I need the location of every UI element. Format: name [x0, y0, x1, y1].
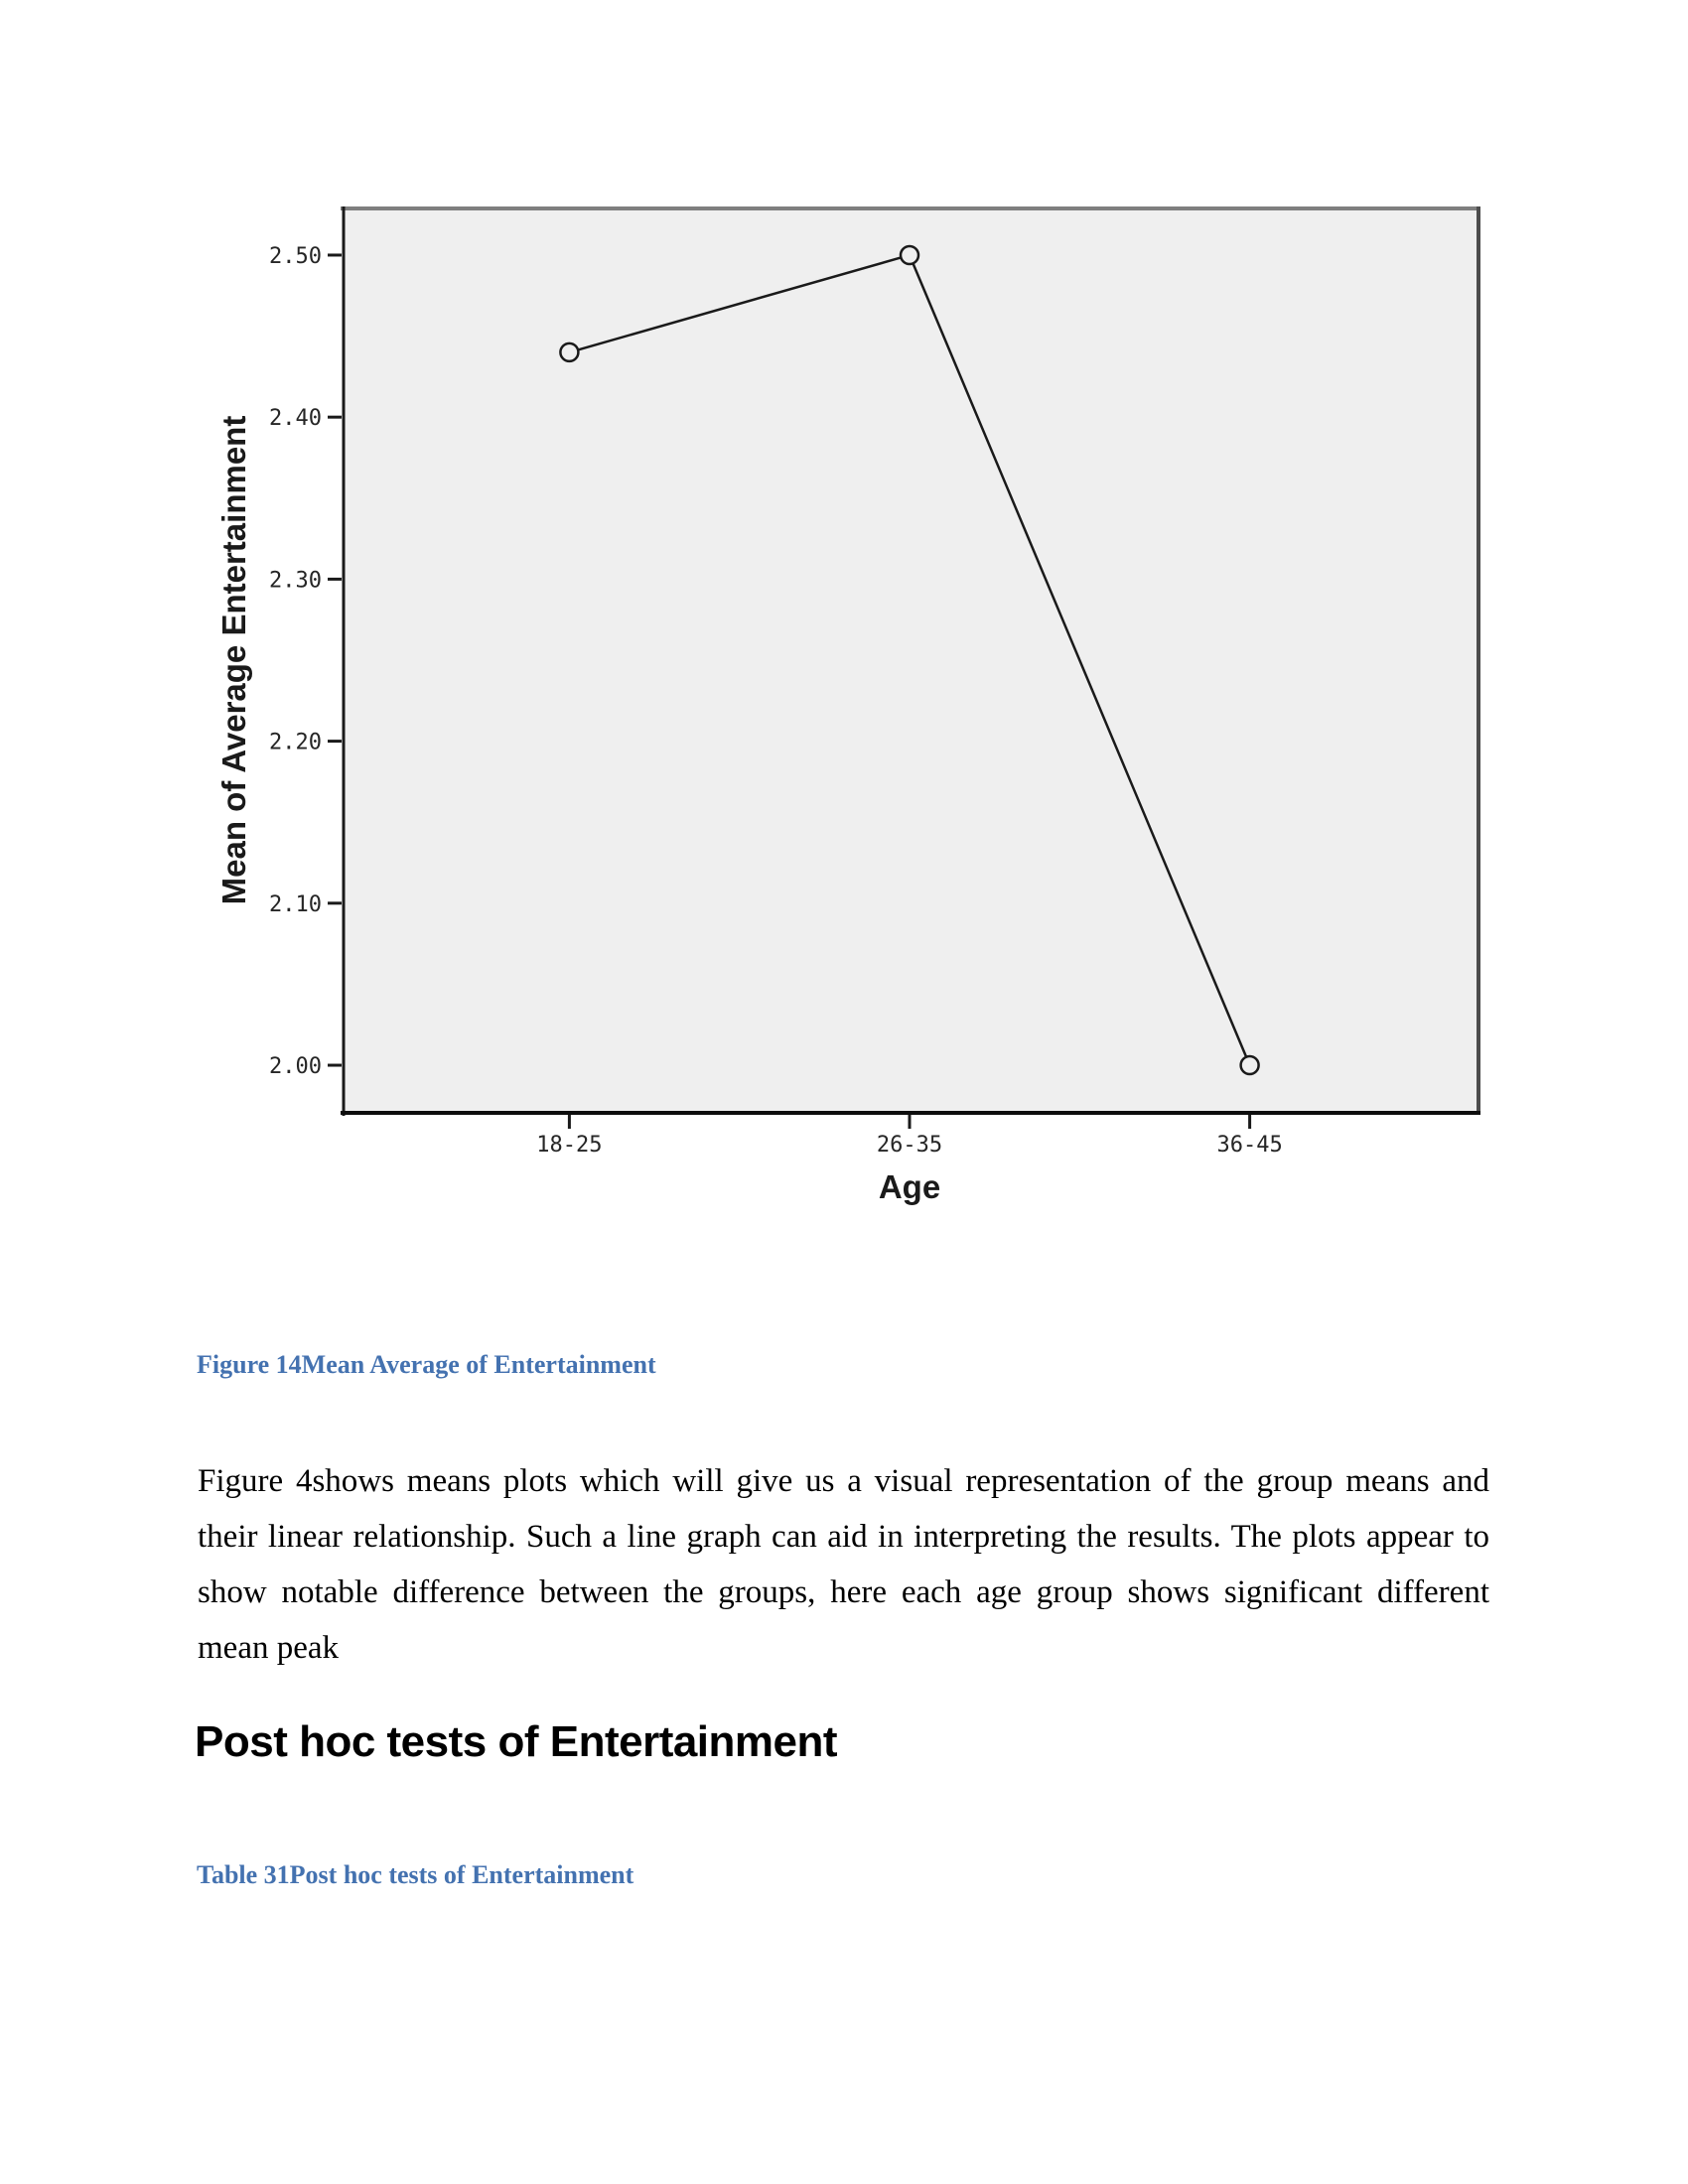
- data-point-marker: [1241, 1056, 1259, 1074]
- y-axis-title: Mean of Average Entertainment: [215, 415, 252, 905]
- figure-caption: Figure 14Mean Average of Entertainment: [197, 1350, 656, 1379]
- x-axis-ticks: [536, 1115, 1282, 1158]
- x-tick-label: 18-25: [536, 1133, 603, 1158]
- x-tick-label: 36-45: [1216, 1133, 1283, 1158]
- section-heading: Post hoc tests of Entertainment: [195, 1717, 838, 1766]
- data-point-marker: [901, 246, 918, 264]
- y-tick-label: 2.40: [269, 406, 322, 432]
- y-tick-label: 2.20: [269, 730, 322, 755]
- y-tick-label: 2.00: [269, 1054, 322, 1080]
- paragraph-line: Figure 4shows means plots which will give us a visual representation of the group means and: [198, 1463, 1489, 1499]
- paragraph-line: their linear relationship. Such a line graph can aid in interpreting the results. The plots appear to: [198, 1519, 1489, 1555]
- y-tick-label: 2.50: [269, 243, 322, 269]
- x-tick-label: 26-35: [876, 1133, 943, 1158]
- body-paragraph: [198, 1453, 1489, 1676]
- x-axis-title: Age: [878, 1168, 941, 1205]
- data-point-marker: [560, 343, 578, 361]
- y-axis-ticks: [269, 244, 342, 1079]
- paragraph-line: mean peak: [198, 1630, 340, 1666]
- paragraph-line: show notable difference between the groups, here each age group shows significant different: [198, 1574, 1489, 1610]
- y-tick-label: 2.10: [269, 891, 322, 917]
- y-tick-label: 2.30: [269, 568, 322, 594]
- plot-area: [343, 206, 1477, 1114]
- table-caption: Table 31Post hoc tests of Entertainment: [197, 1860, 634, 1889]
